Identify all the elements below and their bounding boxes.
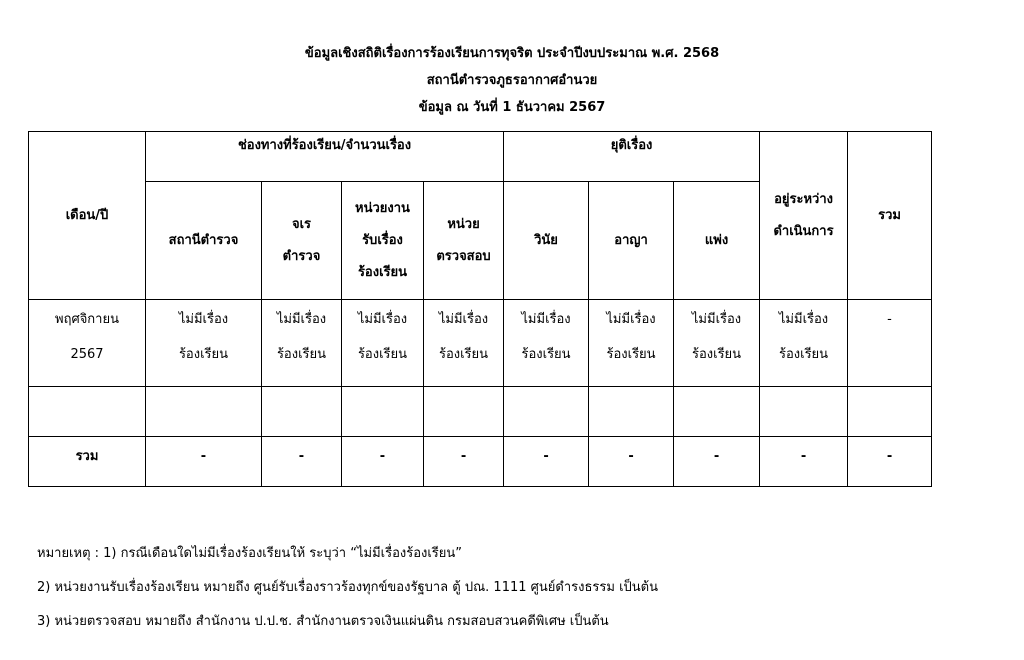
table-row — [29, 300, 932, 387]
table-cell: ไม่มีเรื่อง ร้องเรียน — [146, 300, 262, 387]
title-line-1: ข้อมูลเชิงสถิติเรื่องการร้องเรียนการทุจริต ประจำปีงบประมาณ พ.ศ. 2568 — [304, 46, 720, 61]
title-line-3: ข้อมูล ณ วันที่ 1 ธันวาคม 2567 — [418, 100, 606, 115]
table-cell — [760, 387, 848, 437]
note-2: 2) หน่วยงานรับเรื่องร้องเรียน หมายถึง ศูนย์รับเรื่องราวร้องทุกข์ของรัฐบาล ตู้ ปณ. 1111 ศูนย์ดำรงธรรม เป็นต้น — [37, 580, 658, 595]
document-title — [0, 40, 1024, 121]
title-line-2: สถานีตำรวจภูธรอากาศอำนวย — [426, 73, 598, 88]
table-cell — [589, 387, 674, 437]
header-resolved-civil: แพ่ง — [674, 182, 760, 300]
header-resolved-criminal: อาญา — [589, 182, 674, 300]
total-cell: - — [674, 437, 760, 487]
table-cell: ไม่มีเรื่อง ร้องเรียน — [504, 300, 589, 387]
table-cell: ไม่มีเรื่อง ร้องเรียน — [674, 300, 760, 387]
table-cell: ไม่มีเรื่อง ร้องเรียน — [760, 300, 848, 387]
header-channel-audit-agency: หน่วย ตรวจสอบ — [424, 182, 504, 300]
notes-section — [37, 537, 658, 639]
table-cell — [674, 387, 760, 437]
total-row-label: รวม — [29, 437, 146, 487]
total-cell: - — [342, 437, 424, 487]
table-cell: ไม่มีเรื่อง ร้องเรียน — [262, 300, 342, 387]
total-cell: - — [589, 437, 674, 487]
table-cell: - — [848, 300, 932, 387]
total-cell: - — [424, 437, 504, 487]
table-cell — [262, 387, 342, 437]
header-channel-complaint-agency: หน่วยงาน รับเรื่อง ร้องเรียน — [342, 182, 424, 300]
table-cell — [146, 387, 262, 437]
total-cell: - — [760, 437, 848, 487]
table-cell — [504, 387, 589, 437]
total-cell: - — [146, 437, 262, 487]
header-month-year: เดือน/ปี — [29, 132, 146, 300]
note-3: 3) หน่วยตรวจสอบ หมายถึง สำนักงาน ป.ป.ช. สำนักงานตรวจเงินแผ่นดิน กรมสอบสวนคดีพิเศษ เป็นต้น — [37, 614, 609, 629]
table-cell — [29, 387, 146, 437]
table-cell — [848, 387, 932, 437]
table-cell — [342, 387, 424, 437]
header-total: รวม — [848, 132, 932, 300]
total-cell: - — [848, 437, 932, 487]
total-row — [29, 437, 932, 487]
note-1: หมายเหตุ : 1) กรณีเดือนใดไม่มีเรื่องร้องเรียนให้ ระบุว่า “ไม่มีเรื่องร้องเรียน” — [37, 546, 463, 561]
table-cell: ไม่มีเรื่อง ร้องเรียน — [424, 300, 504, 387]
row-month: พฤศจิกายน 2567 — [29, 300, 146, 387]
empty-row — [29, 387, 932, 437]
complaint-statistics-table — [28, 131, 932, 487]
header-resolved-discipline: วินัย — [504, 182, 589, 300]
total-cell: - — [504, 437, 589, 487]
header-row-1 — [29, 132, 932, 182]
header-in-progress: อยู่ระหว่าง ดำเนินการ — [760, 132, 848, 300]
total-cell: - — [262, 437, 342, 487]
header-resolved-group: ยุติเรื่อง — [504, 132, 760, 182]
table-cell: ไม่มีเรื่อง ร้องเรียน — [589, 300, 674, 387]
header-channel-police-station: สถานีตำรวจ — [146, 182, 262, 300]
table-cell: ไม่มีเรื่อง ร้องเรียน — [342, 300, 424, 387]
header-channels-group: ช่องทางที่ร้องเรียน/จำนวนเรื่อง — [146, 132, 504, 182]
header-channel-police-inspector: จเร ตำรวจ — [262, 182, 342, 300]
table-cell — [424, 387, 504, 437]
